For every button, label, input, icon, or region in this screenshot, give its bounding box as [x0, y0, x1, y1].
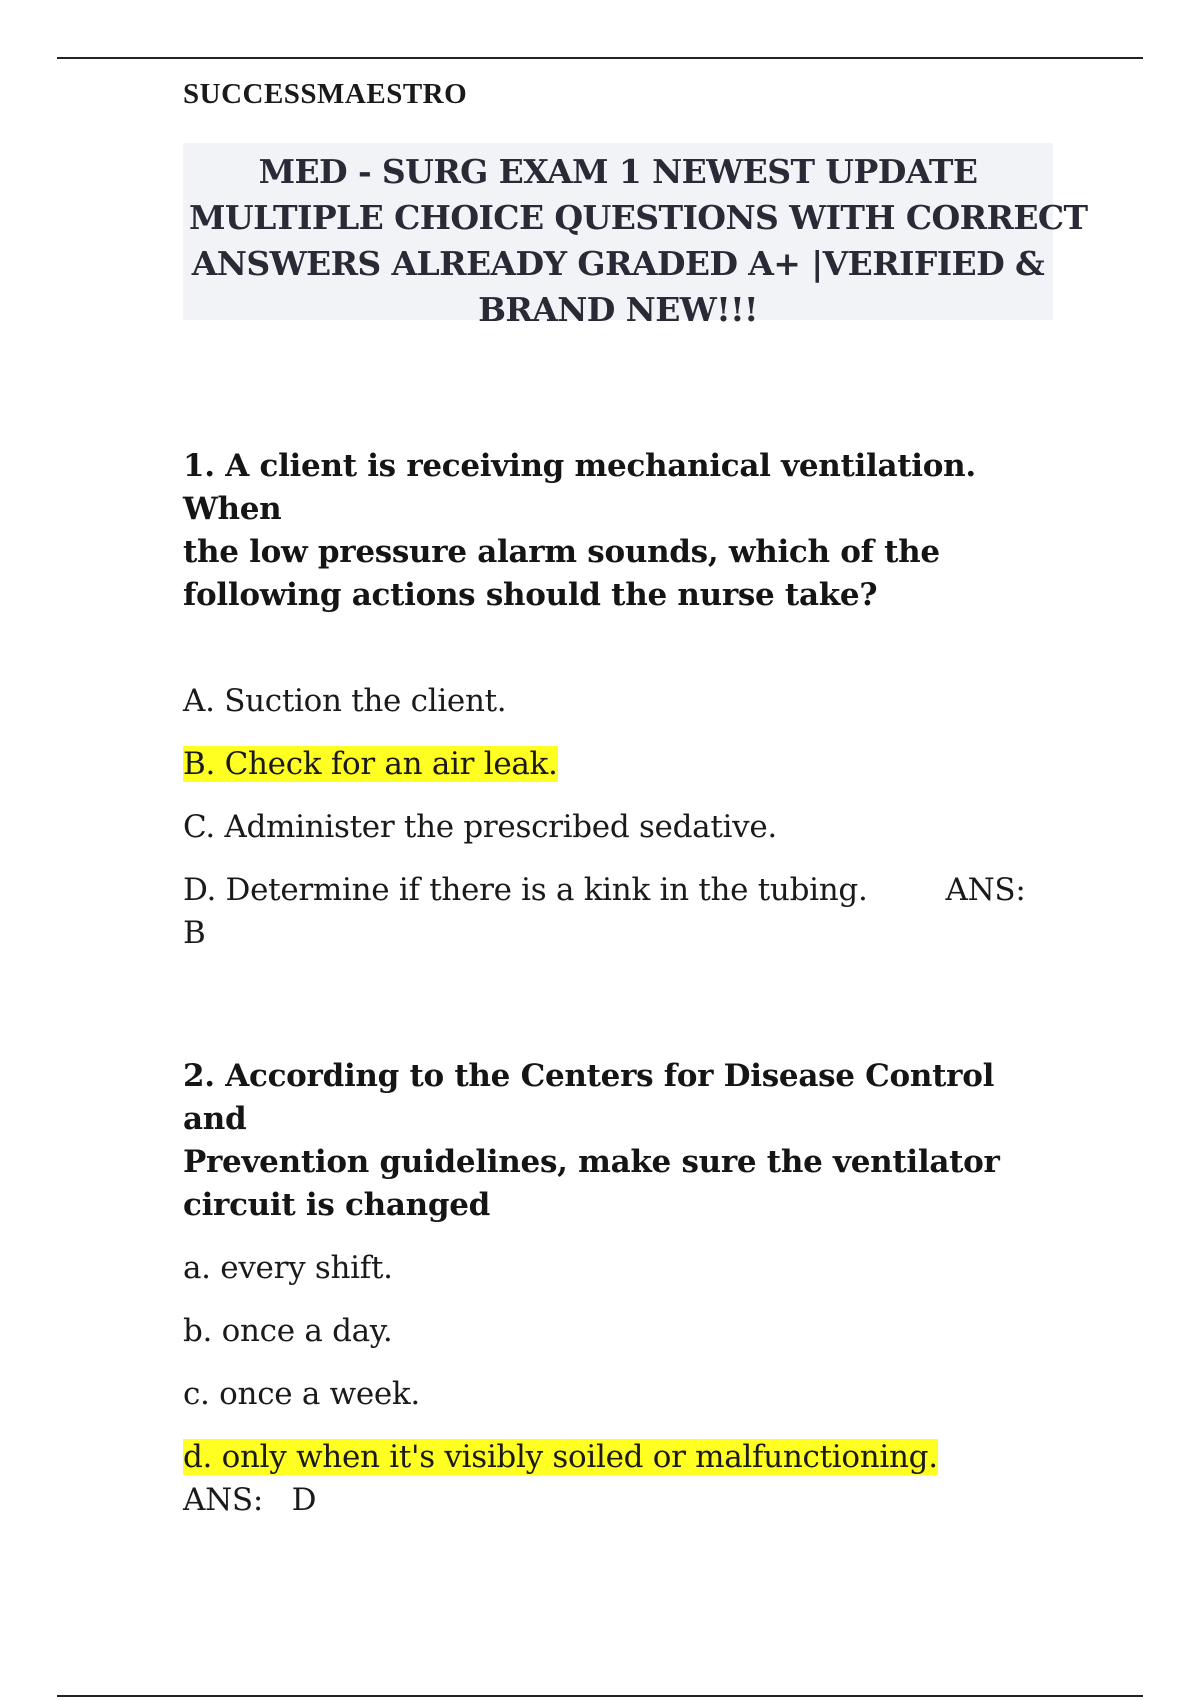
question-2 [183, 1055, 1053, 1522]
title-line: MED - SURG EXAM 1 NEWEST UPDATE [258, 152, 978, 191]
answer-line [183, 1479, 1053, 1522]
question-line: circuit is changed [183, 1187, 491, 1223]
option-text: c. once a week. [183, 1376, 420, 1412]
title-line: ANSWERS ALREADY GRADED A+ |VERIFIED & [191, 244, 1045, 283]
answer-value: B [183, 915, 206, 951]
option-text: D. Determine if there is a kink in the tubing. [183, 872, 868, 908]
top-rule [57, 57, 1143, 59]
option-text: C. Administer the prescribed sedative. [183, 809, 777, 845]
question-line: 1. A client is receiving mechanical ventilation. When [183, 448, 976, 527]
question-line: Prevention guidelines, make sure the ventilator [183, 1144, 1000, 1180]
brand-name: SUCCESSMAESTRO [183, 78, 468, 110]
document-page [183, 72, 1088, 1522]
highlighted-answer: B. Check for an air leak. [183, 746, 558, 782]
question-1-options [183, 680, 1053, 955]
bottom-rule [57, 1695, 1143, 1697]
answer-label: ANS: [183, 1482, 263, 1518]
question-line: following actions should the nurse take? [183, 577, 878, 613]
title-line: MULTIPLE CHOICE QUESTIONS WITH CORRECT [189, 198, 1088, 237]
option-c [183, 1373, 1053, 1436]
option-c [183, 806, 1053, 869]
option-a [183, 1247, 1053, 1310]
question-1-text [183, 445, 1053, 617]
option-d-correct [183, 1436, 1053, 1522]
highlighted-answer: d. only when it's visibly soiled or malfunctioning. [183, 1439, 938, 1475]
title-line: BRAND NEW!!! [478, 290, 758, 329]
question-1 [183, 445, 1053, 955]
answer-label: ANS: [945, 872, 1026, 908]
question-2-text [183, 1055, 1053, 1227]
option-text: A. Suction the client. [183, 683, 507, 719]
option-text: b. once a day. [183, 1313, 393, 1349]
option-a [183, 680, 1053, 743]
question-line: the low pressure alarm sounds, which of the [183, 534, 940, 570]
option-b [183, 1310, 1053, 1373]
option-d [183, 869, 1053, 955]
document-title [183, 143, 1088, 329]
option-b-correct [183, 743, 1053, 806]
question-2-options [183, 1247, 1053, 1522]
answer-value: D [291, 1482, 317, 1518]
option-text: a. every shift. [183, 1250, 393, 1286]
question-line: 2. According to the Centers for Disease Control and [183, 1058, 995, 1137]
